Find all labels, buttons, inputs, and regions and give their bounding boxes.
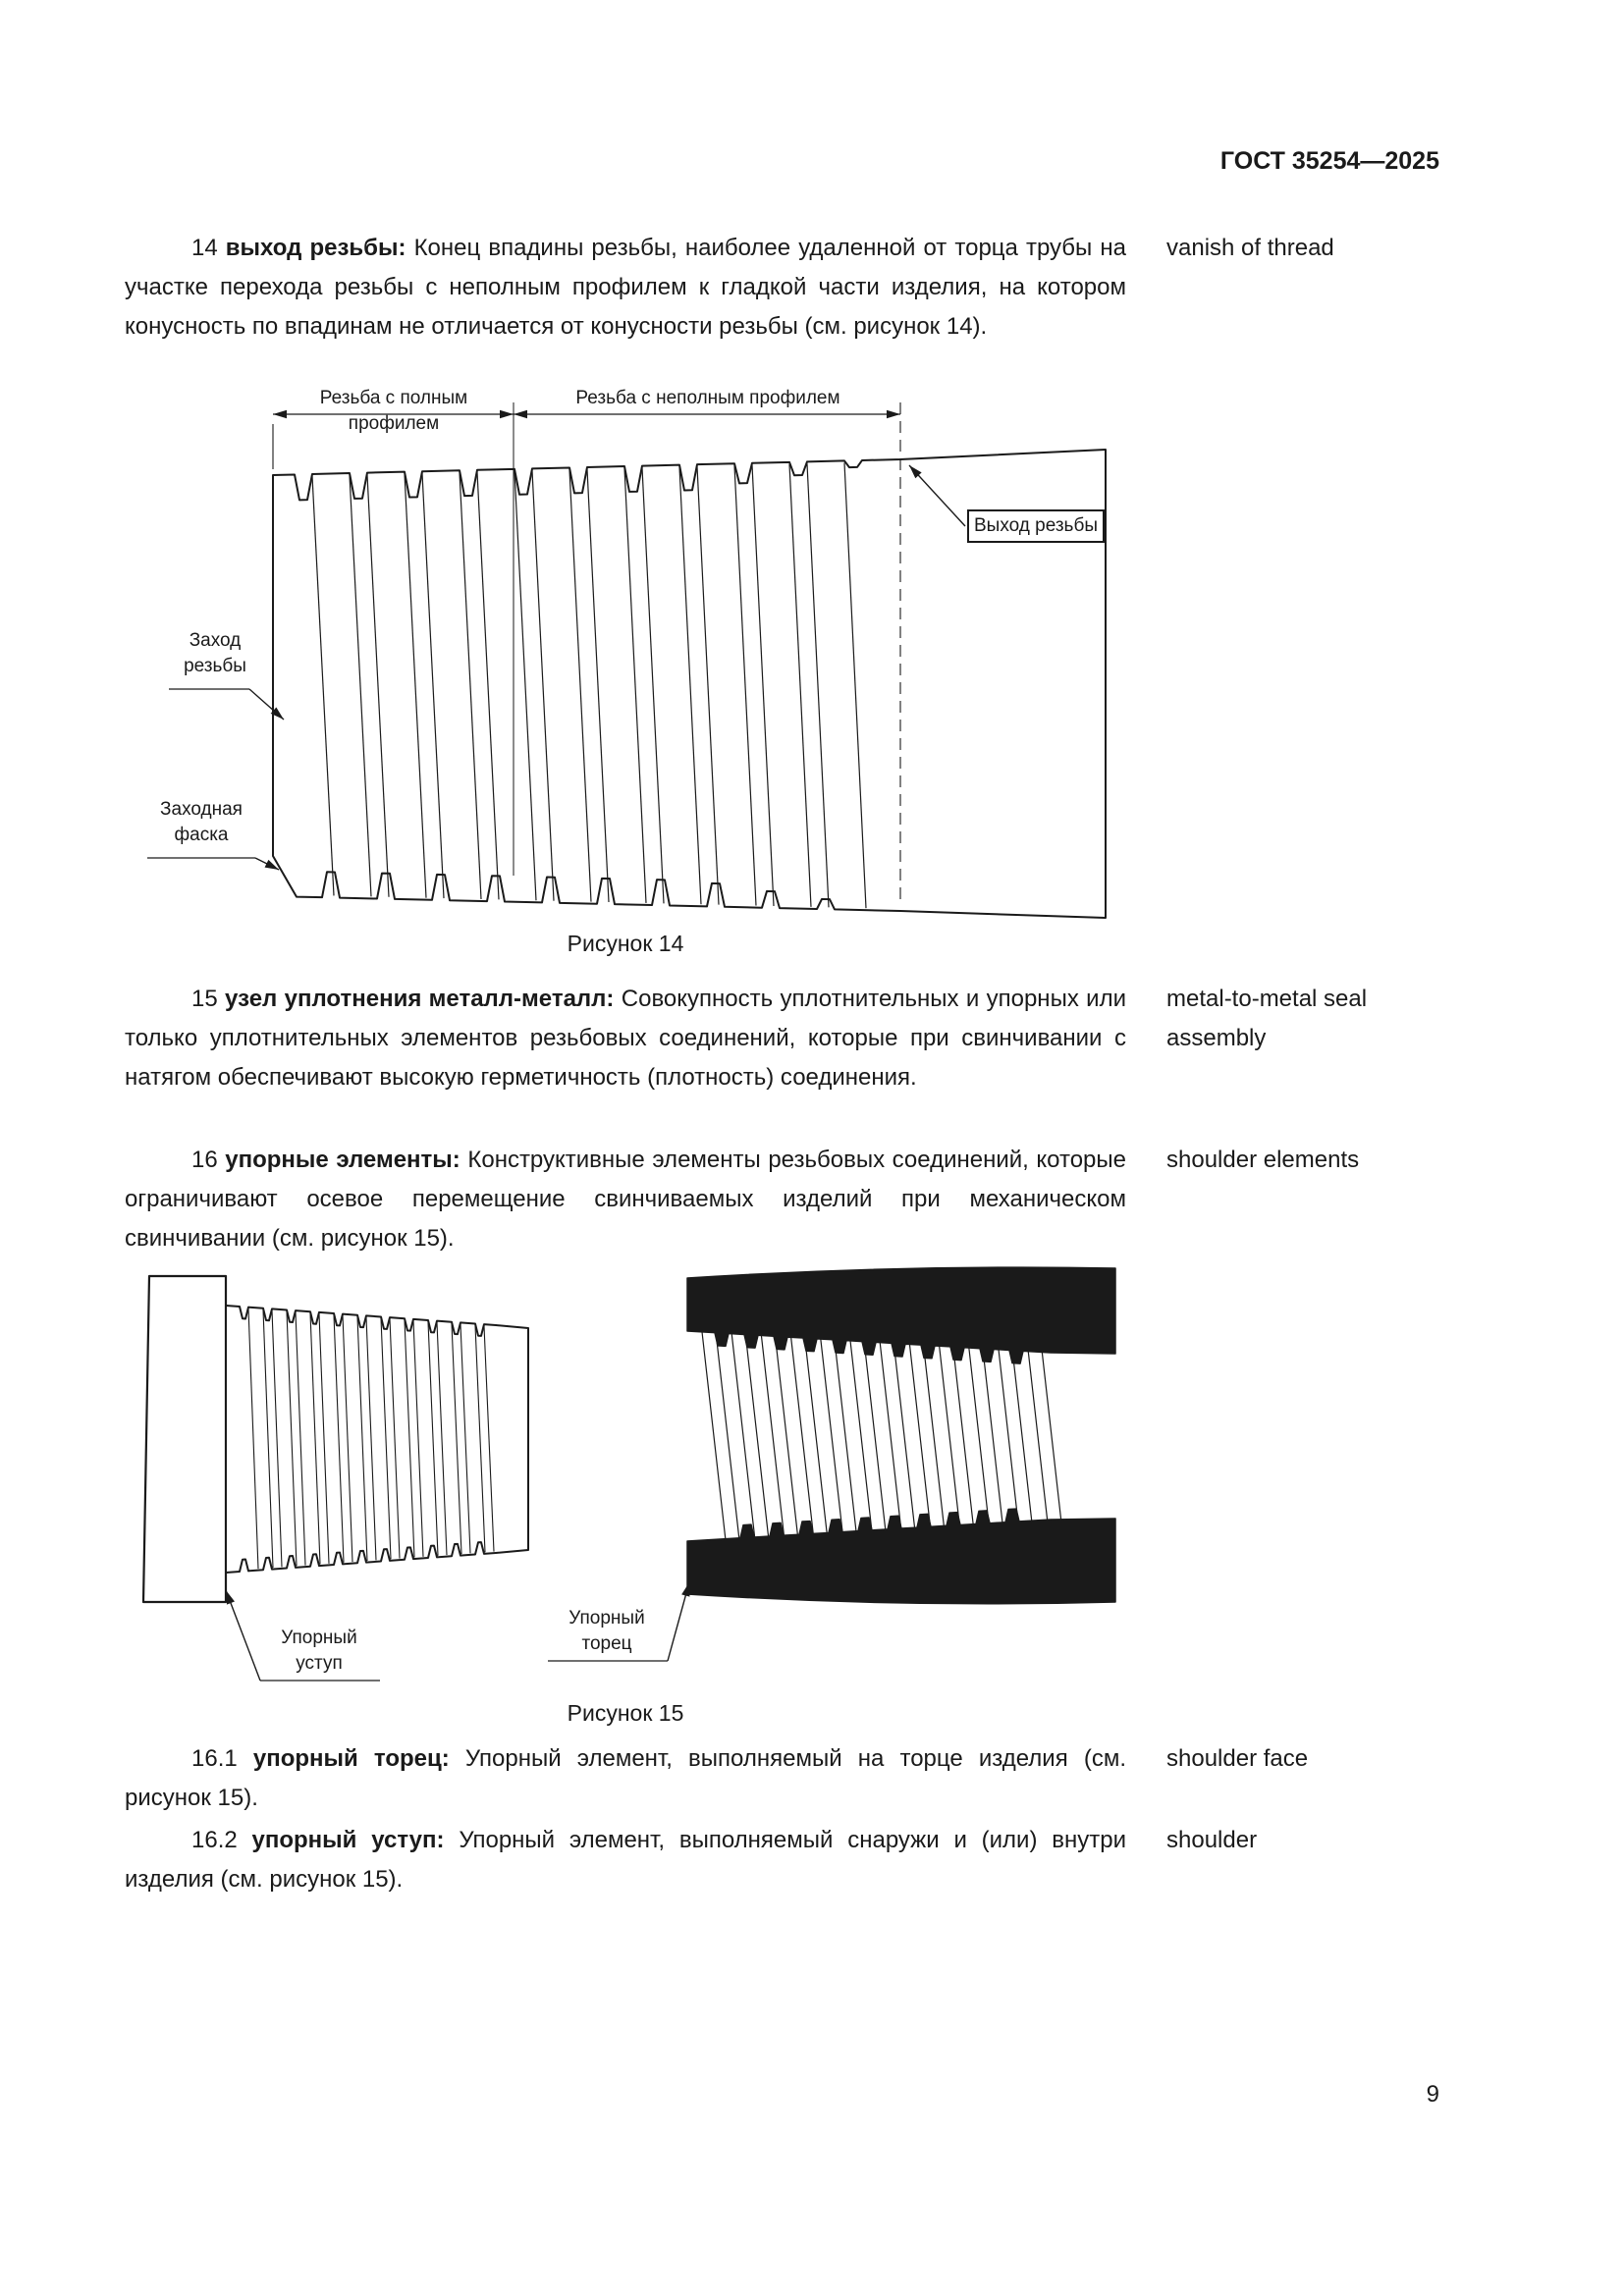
term-name: выход резьбы: bbox=[225, 235, 414, 261]
term-body: Конец впадины резьбы, наиболее удаленной от торца трубы на участке перехода резьбы с неполным профилем к гладкой части изделия, на котором конусность по впадинам не отличается от конусности резьбы (см. рисунок 14). bbox=[125, 235, 1126, 340]
term-number: 16 bbox=[191, 1147, 226, 1173]
term-name: упорный торец: bbox=[252, 1745, 465, 1772]
term-number: 16.2 bbox=[191, 1827, 252, 1853]
doc-code: ГОСТ 35254—2025 bbox=[1219, 147, 1439, 175]
figure-14-caption: Рисунок 14 bbox=[567, 931, 684, 956]
term-body: Совокупность уплотнительных и упорных или только уплотнительных элементов резьбовых соединений, которые при свинчивании с натягом обеспечивают высокую герметичность (плотность) соединения. bbox=[125, 986, 1126, 1091]
label-line: резьбы bbox=[184, 656, 246, 676]
term-16-1 bbox=[125, 1739, 1424, 1818]
term-name: упорный уступ: bbox=[251, 1827, 460, 1853]
label-line: Упорный bbox=[281, 1628, 357, 1648]
label-line: фаска bbox=[174, 825, 229, 845]
term-name: узел уплотнения металл-металл: bbox=[225, 986, 622, 1012]
term-15 bbox=[125, 980, 1424, 1097]
fig14-label-full-profile: Резьба с полным профилем bbox=[319, 388, 468, 434]
figure-15-drawing bbox=[0, 1255, 1624, 1701]
term-16 bbox=[125, 1141, 1424, 1258]
fig15-label-shoulder bbox=[258, 1626, 380, 1677]
term-body: Упорный элемент, выполняемый снаружи и (или) внутри изделия (см. рисунок 15). bbox=[125, 1827, 1126, 1893]
term-15-english: metal-to-metal seal assembly bbox=[1166, 986, 1368, 1051]
term-body: Упорный элемент, выполняемый на торце изделия (см. рисунок 15). bbox=[125, 1745, 1126, 1811]
term-16-2 bbox=[125, 1821, 1424, 1899]
label-line: Упорный bbox=[568, 1608, 645, 1629]
figure-15-caption: Рисунок 15 bbox=[567, 1700, 684, 1726]
term-name: упорные элементы: bbox=[225, 1147, 468, 1173]
fig15-label-shoulder-face bbox=[546, 1606, 668, 1657]
label-line: Заход bbox=[189, 630, 242, 651]
fig14-label-vanish-of-thread: Выход резьбы bbox=[967, 509, 1105, 543]
term-16-1-definition bbox=[125, 1739, 1126, 1818]
fig14-label-chamfer bbox=[145, 797, 257, 848]
fig14-label-thread-start bbox=[165, 628, 265, 679]
term-number: 15 bbox=[191, 986, 226, 1012]
term-16-english: shoulder elements bbox=[1166, 1147, 1360, 1173]
term-16-2-english: shoulder bbox=[1166, 1827, 1258, 1853]
term-number: 14 bbox=[191, 235, 226, 261]
term-14 bbox=[125, 229, 1424, 347]
fig14-label-incomplete-profile: Резьба с неполным профилем bbox=[575, 388, 840, 408]
term-body: Конструктивные элементы резьбовых соединений, которые ограничивают осевое перемещение свинчиваемых изделий при механическом свинчивании (см. рисунок 15). bbox=[125, 1147, 1126, 1252]
term-14-definition bbox=[125, 229, 1126, 347]
term-16-definition bbox=[125, 1141, 1126, 1258]
term-16-1-english: shoulder face bbox=[1166, 1745, 1309, 1772]
label-line: торец bbox=[581, 1633, 632, 1654]
page-number: 9 bbox=[1426, 2081, 1439, 2108]
term-number: 16.1 bbox=[191, 1745, 253, 1772]
label-line: уступ bbox=[296, 1653, 343, 1674]
term-15-definition bbox=[125, 980, 1126, 1097]
term-16-2-definition bbox=[125, 1821, 1126, 1899]
term-14-english: vanish of thread bbox=[1166, 235, 1334, 261]
label-line: Заходная bbox=[160, 799, 243, 820]
